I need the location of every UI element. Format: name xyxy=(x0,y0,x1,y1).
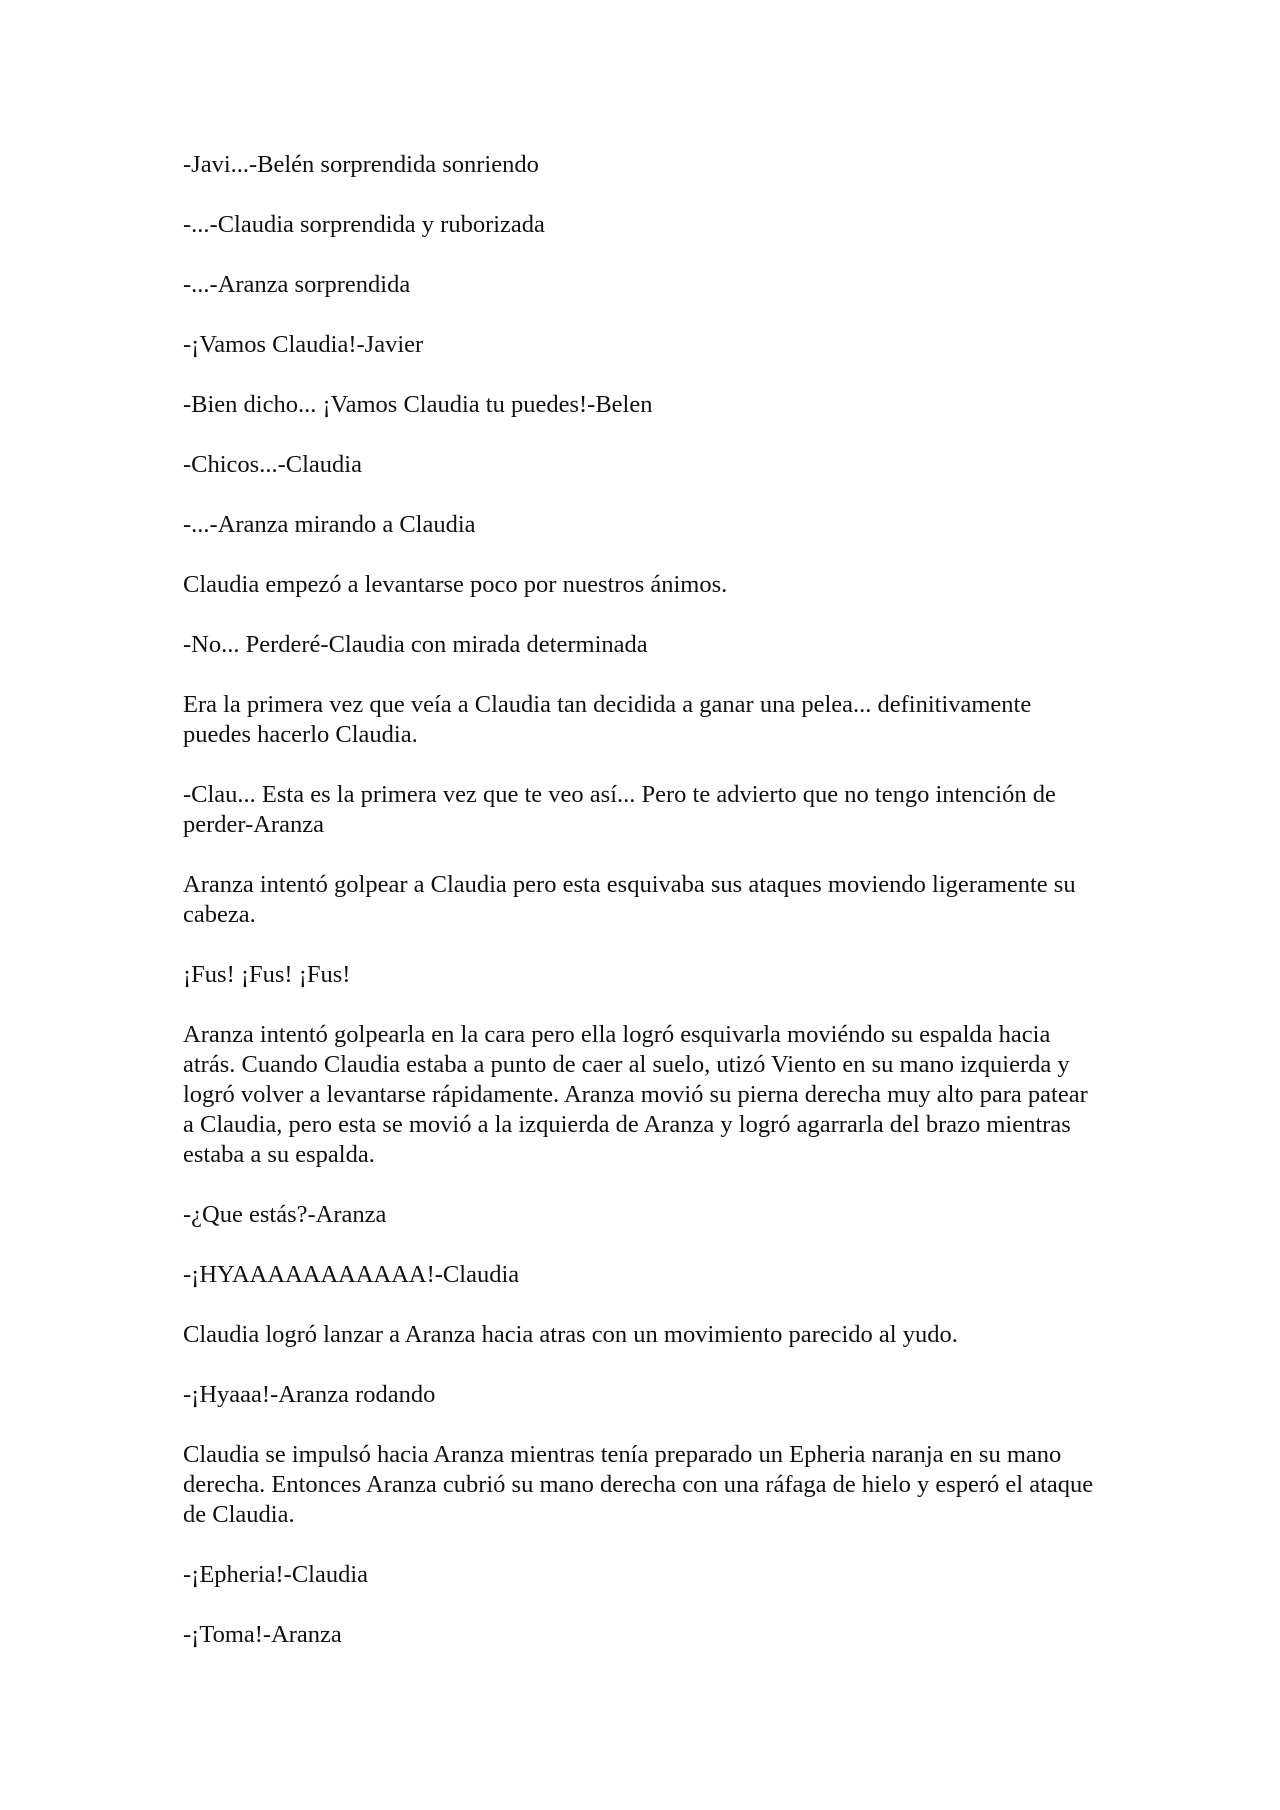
paragraph: -¡Vamos Claudia!-Javier xyxy=(183,331,424,358)
paragraph: -...-Claudia sorprendida y ruborizada xyxy=(183,211,545,238)
paragraph: Claudia logró lanzar a Aranza hacia atras con un movimiento parecido al yudo. xyxy=(183,1321,958,1348)
paragraph: -Bien dicho... ¡Vamos Claudia tu puedes!-Belen xyxy=(183,391,653,418)
paragraph: Aranza intentó golpear a Claudia pero esta esquivaba sus ataques moviendo ligeramente su cabeza. xyxy=(183,871,1076,928)
paragraph: Claudia se impulsó hacia Aranza mientras tenía preparado un Epheria naranja en su mano derecha. Entonces Aranza cubrió su mano derecha con una ráfaga de hielo y esperó el ataque de Claudia. xyxy=(183,1441,1094,1528)
paragraph: -...-Aranza sorprendida xyxy=(183,271,411,298)
paragraph: -¡Epheria!-Claudia xyxy=(183,1561,369,1588)
paragraph: -¿Que estás?-Aranza xyxy=(183,1201,387,1228)
document-body xyxy=(183,150,1103,1680)
paragraph: -Javi...-Belén sorprendida sonriendo xyxy=(183,151,539,178)
paragraph: -¡Toma!-Aranza xyxy=(183,1621,342,1648)
paragraph: -¡Hyaaa!-Aranza rodando xyxy=(183,1381,436,1408)
paragraph: Claudia empezó a levantarse poco por nuestros ánimos. xyxy=(183,571,728,598)
paragraph: -...-Aranza mirando a Claudia xyxy=(183,511,476,538)
paragraph: -Clau... Esta es la primera vez que te veo así... Pero te advierto que no tengo intención de perder-Aranza xyxy=(183,781,1056,838)
paragraph: -¡HYAAAAAAAAAAA!-Claudia xyxy=(183,1261,520,1288)
paragraph: Aranza intentó golpearla en la cara pero ella logró esquivarla moviéndo su espalda hacia atrás. Cuando Claudia estaba a punto de caer al suelo, utizó Viento en su mano izquierda y logró volver a levantarse rápidamente. Aranza movió su pierna derecha muy alto para patear a Claudia, pero esta se movió a la izquierda de Aranza y logró agarrarla del brazo mientras estaba a su espalda. xyxy=(183,1021,1088,1168)
paragraph: -Chicos...-Claudia xyxy=(183,451,362,478)
paragraph: ¡Fus! ¡Fus! ¡Fus! xyxy=(183,961,351,988)
paragraph: -No... Perderé-Claudia con mirada determinada xyxy=(183,631,648,658)
paragraph: Era la primera vez que veía a Claudia tan decidida a ganar una pelea... definitivamente puedes hacerlo Claudia. xyxy=(183,691,1032,748)
